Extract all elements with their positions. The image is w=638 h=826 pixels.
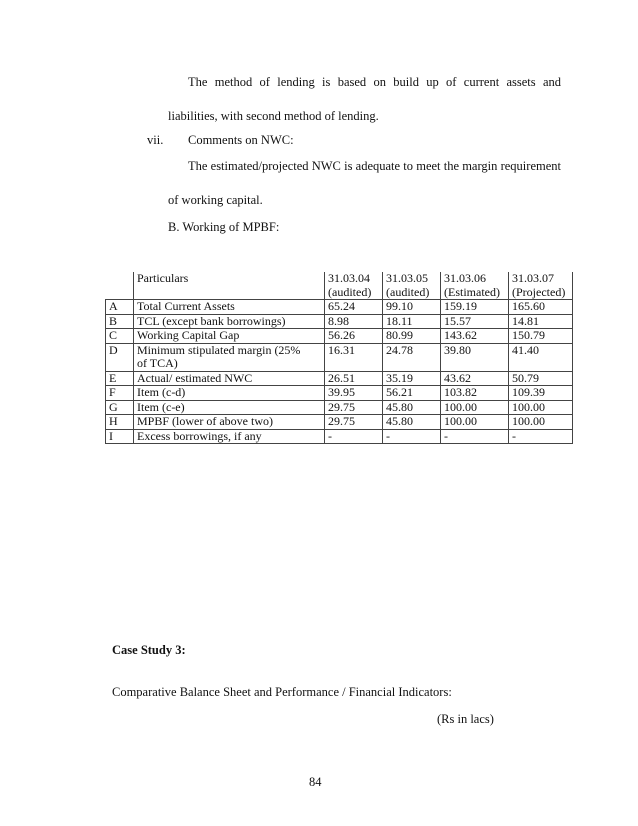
row-value: 45.80 xyxy=(383,415,441,430)
table-row xyxy=(106,314,573,329)
row-value: - xyxy=(383,429,441,444)
row-value: 56.26 xyxy=(325,329,383,344)
row-code: C xyxy=(106,329,134,344)
row-code: D xyxy=(106,343,134,371)
row-label: Item (c-d) xyxy=(134,386,325,401)
row-value: 45.80 xyxy=(383,400,441,415)
row-value: 56.21 xyxy=(383,386,441,401)
row-value: 18.11 xyxy=(383,314,441,329)
header-date: 31.03.04 xyxy=(328,271,370,285)
mpbf-table xyxy=(105,272,573,444)
row-value: - xyxy=(509,429,573,444)
header-status: (Projected) xyxy=(512,284,566,299)
header-year-cell xyxy=(325,272,383,300)
row-label: Actual/ estimated NWC xyxy=(134,371,325,386)
header-particulars: Particulars xyxy=(134,272,325,300)
row-value: 100.00 xyxy=(441,400,509,415)
row-value: 41.40 xyxy=(509,343,573,371)
row-value: 29.75 xyxy=(325,415,383,430)
paragraph-nwc-adequacy: The estimated/projected NWC is adequate to meet the margin requirement xyxy=(188,159,561,173)
row-code: E xyxy=(106,371,134,386)
heading-comments-nwc: Comments on NWC: xyxy=(188,133,294,147)
paragraph-lending-method: The method of lending is based on build up of current assets and xyxy=(188,75,561,89)
row-code: A xyxy=(106,300,134,315)
header-year-cell xyxy=(441,272,509,300)
row-code: F xyxy=(106,386,134,401)
row-value: 50.79 xyxy=(509,371,573,386)
heading-working-mpbf: B. Working of MPBF: xyxy=(168,220,280,234)
table-row xyxy=(106,400,573,415)
row-label: Total Current Assets xyxy=(134,300,325,315)
table-header-row xyxy=(106,272,573,300)
table-row xyxy=(106,343,573,371)
row-value: 65.24 xyxy=(325,300,383,315)
row-value: 43.62 xyxy=(441,371,509,386)
row-value: 99.10 xyxy=(383,300,441,315)
table-row xyxy=(106,329,573,344)
row-label: MPBF (lower of above two) xyxy=(134,415,325,430)
table-row xyxy=(106,386,573,401)
row-value: 39.95 xyxy=(325,386,383,401)
row-label: TCL (except bank borrowings) xyxy=(134,314,325,329)
row-value: 165.60 xyxy=(509,300,573,315)
row-value: 24.78 xyxy=(383,343,441,371)
row-value: 100.00 xyxy=(509,400,573,415)
row-code: G xyxy=(106,400,134,415)
table-row xyxy=(106,371,573,386)
row-label: Item (c-e) xyxy=(134,400,325,415)
comparative-balance-sheet-heading: Comparative Balance Sheet and Performance / Financial Indicators: xyxy=(112,685,452,699)
page-number: 84 xyxy=(309,775,322,789)
header-date: 31.03.05 xyxy=(386,271,428,285)
units-note: (Rs in lacs) xyxy=(437,712,494,726)
row-label-cont: of TCA) xyxy=(137,356,178,370)
row-value: 103.82 xyxy=(441,386,509,401)
row-value: 143.62 xyxy=(441,329,509,344)
row-value: 159.19 xyxy=(441,300,509,315)
row-code: H xyxy=(106,415,134,430)
table-row xyxy=(106,300,573,315)
row-label-cell xyxy=(134,343,325,371)
row-value: 39.80 xyxy=(441,343,509,371)
row-label: Working Capital Gap xyxy=(134,329,325,344)
row-value: 109.39 xyxy=(509,386,573,401)
row-value: 16.31 xyxy=(325,343,383,371)
header-date: 31.03.07 xyxy=(512,271,554,285)
header-year-cell xyxy=(383,272,441,300)
row-value: 150.79 xyxy=(509,329,573,344)
row-value: 8.98 xyxy=(325,314,383,329)
row-value: 29.75 xyxy=(325,400,383,415)
row-label: Excess borrowings, if any xyxy=(134,429,325,444)
row-value: 100.00 xyxy=(509,415,573,430)
row-value: 80.99 xyxy=(383,329,441,344)
header-status: (Estimated) xyxy=(444,284,500,299)
row-value: 100.00 xyxy=(441,415,509,430)
row-value: 35.19 xyxy=(383,371,441,386)
header-status: (audited) xyxy=(386,284,430,299)
paragraph-lending-method-cont: liabilities, with second method of lending. xyxy=(168,109,379,123)
row-code: B xyxy=(106,314,134,329)
row-value: 15.57 xyxy=(441,314,509,329)
case-study-title: Case Study 3: xyxy=(112,643,186,657)
header-status: (audited) xyxy=(328,284,372,299)
header-year-cell xyxy=(509,272,573,300)
row-value: 26.51 xyxy=(325,371,383,386)
row-value: - xyxy=(325,429,383,444)
row-label: Minimum stipulated margin (25% xyxy=(137,342,301,357)
row-code: I xyxy=(106,429,134,444)
list-number-vii: vii. xyxy=(147,133,164,147)
table-row xyxy=(106,415,573,430)
paragraph-nwc-adequacy-cont: of working capital. xyxy=(168,193,263,207)
table-row xyxy=(106,429,573,444)
row-value: 14.81 xyxy=(509,314,573,329)
header-date: 31.03.06 xyxy=(444,271,486,285)
header-code-cell xyxy=(106,272,134,300)
row-value: - xyxy=(441,429,509,444)
